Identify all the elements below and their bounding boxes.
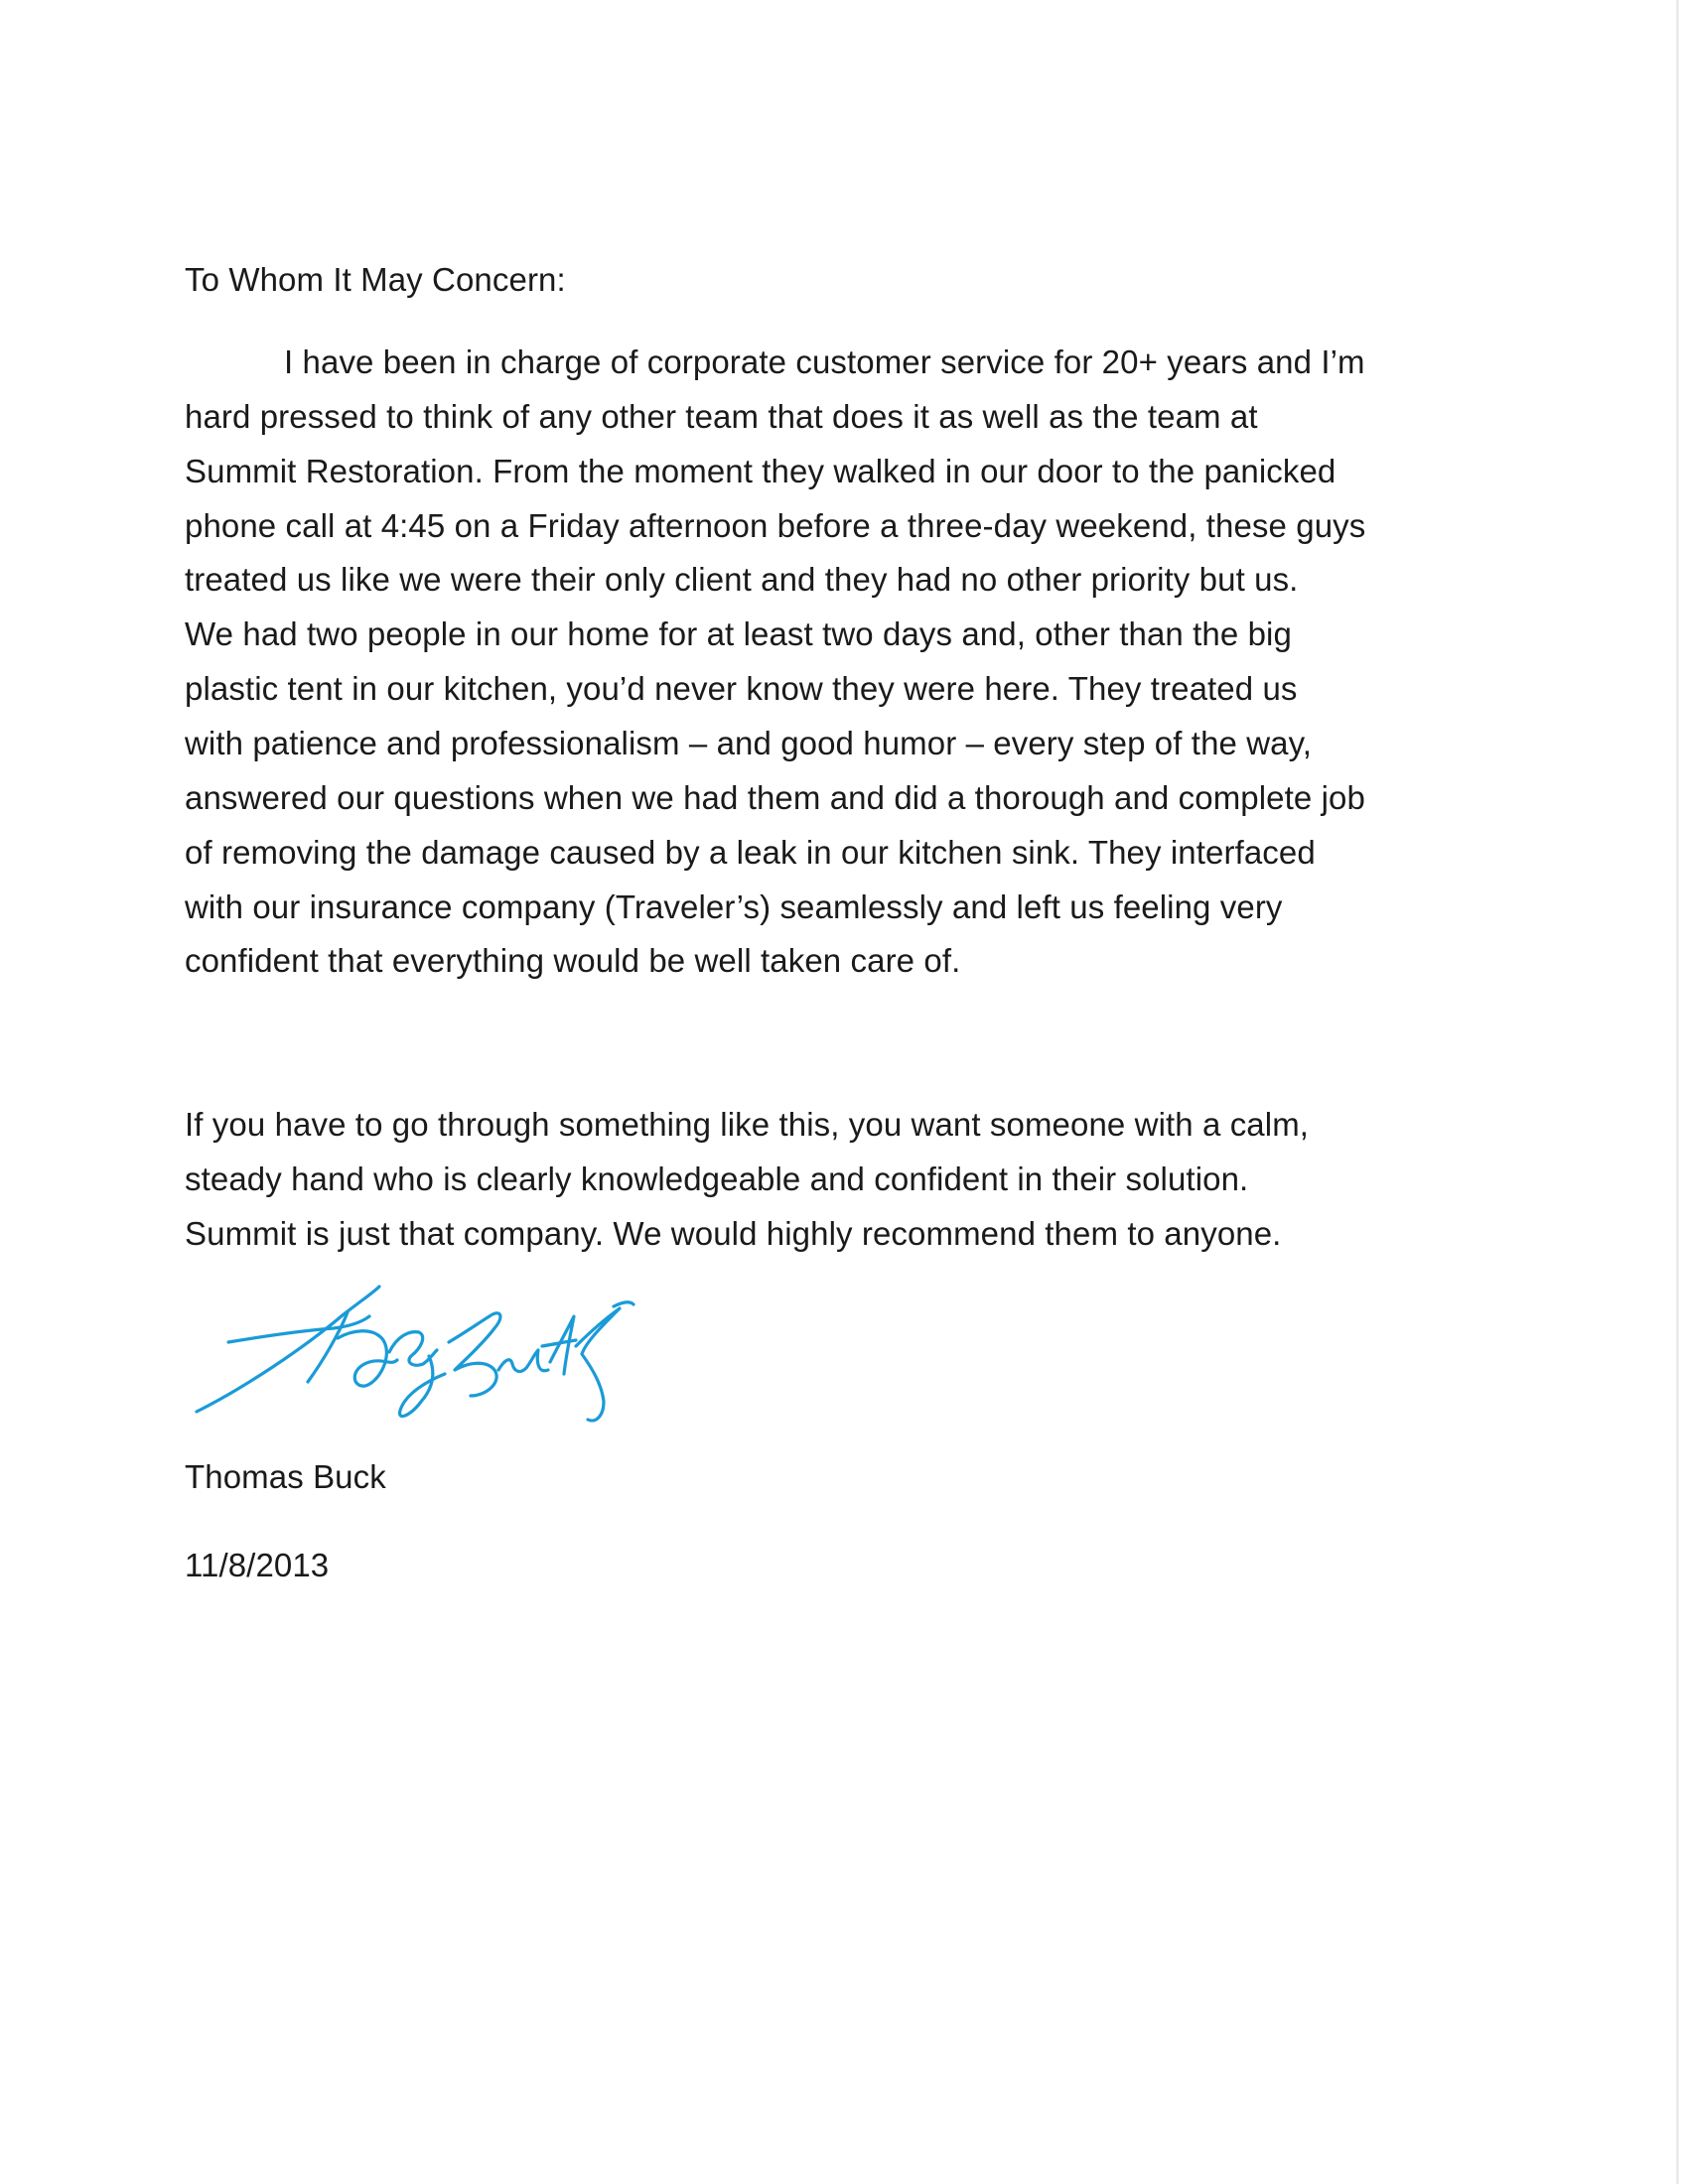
paragraph-1-line: We had two people in our home for at least two days and, other than the big [185,615,1292,652]
paragraph-1-line: answered our questions when we had them and did a thorough and complete job [185,779,1365,816]
signature-stroke [576,1308,620,1421]
paragraph-1-line: Summit Restoration. From the moment they walked in our door to the panicked [185,453,1336,489]
paragraph-1-line: with our insurance company (Traveler’s) seamlessly and left us feeling very [185,888,1283,925]
signature-stroke [614,1302,633,1306]
paragraph-1-line: plastic tent in our kitchen, you’d never know they were here. They treated us [185,670,1298,707]
signature-stroke [308,1312,348,1382]
paragraph-2-line: Summit is just that company. We would highly recommend them to anyone. [185,1215,1282,1252]
signature-stroke [498,1350,548,1371]
signature-strokes [197,1287,633,1421]
paragraph-2-line: If you have to go through something like this, you want someone with a calm, [185,1106,1310,1143]
salutation: To Whom It May Concern: [185,261,566,298]
paragraph-1-line: I have been in charge of corporate customer service for 20+ years and I’m [284,343,1365,380]
paragraph-1-line: treated us like we were their only client and they had no other priority but us. [185,561,1299,598]
signature-stroke [338,1331,397,1386]
signature-stroke [197,1287,379,1412]
paragraph-1-line: hard pressed to think of any other team that does it as well as the team at [185,398,1258,435]
signature-stroke [228,1316,369,1342]
paragraph-1-line: confident that everything would be well taken care of. [185,942,961,979]
page-edge [1676,0,1679,2184]
signature-stroke [449,1313,500,1396]
paragraph-1-line: phone call at 4:45 on a Friday afternoon before a three-day weekend, these guys [185,507,1366,544]
paragraph-2-line: steady hand who is clearly knowledgeable and confident in their solution. [185,1160,1249,1197]
paragraph-1-line: with patience and professionalism – and good humor – every step of the way, [185,725,1313,761]
signer-name: Thomas Buck [185,1458,386,1495]
handwritten-signature [185,1271,681,1449]
paragraph-1-line: of removing the damage caused by a leak in our kitchen sink. They interfaced [185,834,1316,871]
letter-date: 11/8/2013 [185,1547,330,1583]
